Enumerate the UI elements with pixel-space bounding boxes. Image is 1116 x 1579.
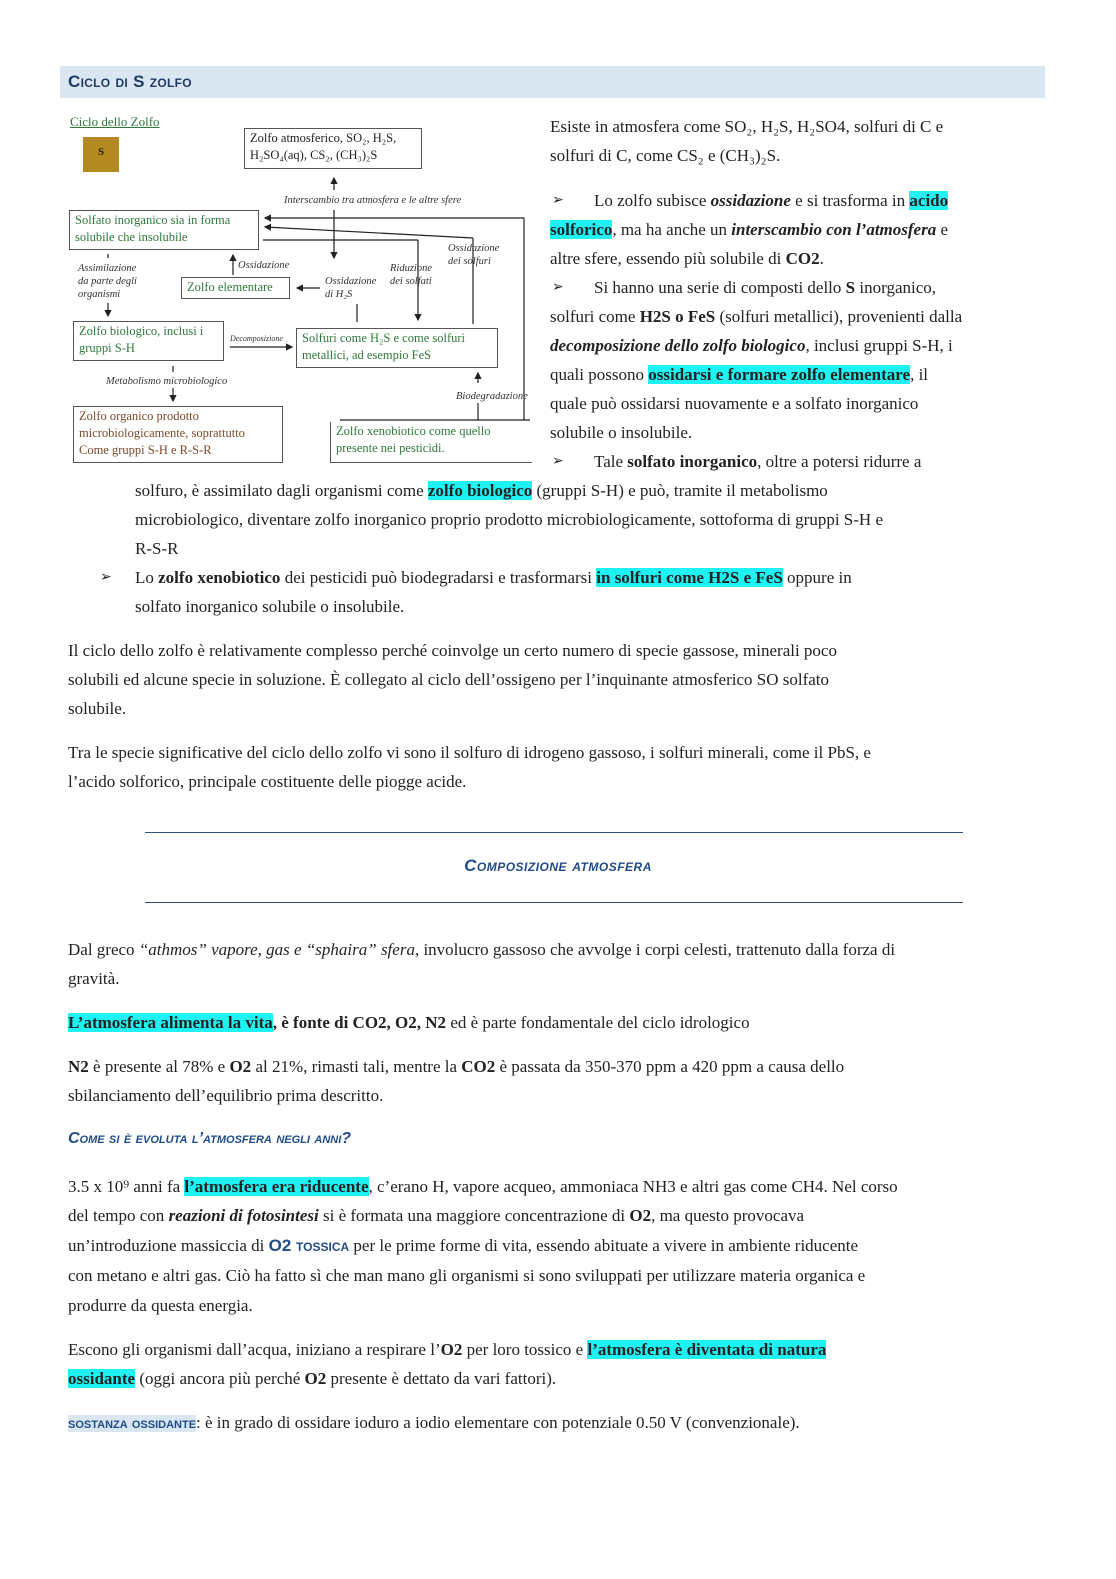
- label-decomposizione: Decomposizione: [230, 334, 283, 343]
- highlighted-text: ossidante: [68, 1369, 136, 1388]
- box-zolfo-xenobiotico: Zolfo xenobiotico come quello presente nei pesticidi.: [330, 422, 532, 463]
- text-segment: quali possono: [550, 365, 649, 384]
- text-segment: R-S-R: [135, 539, 179, 558]
- text-segment: zolfo xenobiotico: [158, 568, 281, 587]
- text-segment: , il: [910, 365, 929, 384]
- text-segment: O2: [629, 1206, 652, 1225]
- text-segment: produrre da questa energia.: [68, 1296, 253, 1315]
- text-line-p3b: [68, 767, 466, 796]
- text-line-p7e: [68, 1291, 253, 1320]
- text-line-b2a: [594, 273, 936, 302]
- text-segment: interscambio con l’atmosfera: [731, 220, 937, 239]
- text-segment: ed è parte fondamentale del ciclo idrologico: [446, 1013, 750, 1032]
- text-segment: , involucro gassoso che avvolge i corpi celesti, trattenuto dalla forza di: [414, 940, 896, 959]
- text-line-p2c: [68, 694, 126, 723]
- text-segment: con metano e altri gas. Ciò ha fatto sì che man mano gli organismi si sono sviluppati per utilizzare materia organica e: [68, 1266, 866, 1285]
- text-segment: solfato inorganico solubile o insolubile.: [135, 597, 405, 616]
- text-line-p8b: [68, 1364, 556, 1393]
- text-line-p1: [550, 112, 943, 141]
- text-segment: (solfuri metallici), provenienti dalla: [715, 307, 963, 326]
- text-segment: (gruppi S-H) e può, tramite il metabolismo: [532, 481, 828, 500]
- text-segment: , oltre a potersi ridurre a: [757, 452, 922, 471]
- text-line-p6a: [68, 1052, 844, 1081]
- text-line-b2f: [550, 418, 692, 447]
- section-header-band: [60, 66, 1045, 98]
- text-segment: l’acido solforico, principale costituente delle piogge acide.: [68, 772, 467, 791]
- text-segment: quale può ossidarsi nuovamente e a solfato inorganico: [550, 394, 919, 413]
- text-line-p7d: [68, 1261, 865, 1290]
- text-line-b1b: [550, 215, 948, 244]
- text-line-p2a: [68, 636, 837, 665]
- text-segment: ossidazione: [710, 191, 791, 210]
- text-segment: .: [819, 249, 824, 268]
- text-line-p4b: [68, 964, 119, 993]
- section-heading: Come si è evoluta l’atmosfera negli anni?: [68, 1130, 352, 1147]
- text-segment: inorganico,: [855, 278, 937, 297]
- text-segment: solubile o insolubile.: [550, 423, 693, 442]
- sulfur-cycle-diagram: [60, 100, 540, 470]
- text-segment: N2: [68, 1057, 89, 1076]
- text-segment: Il ciclo dello zolfo è relativamente complesso perché coinvolge un certo numero di specie gassose, minerali poco: [68, 641, 837, 660]
- section-title: Ciclo di S zolfo: [68, 72, 192, 91]
- text-segment: e: [936, 220, 949, 239]
- text-segment: un’introduzione massiccia di: [68, 1236, 269, 1255]
- text-segment: Tale: [594, 452, 628, 471]
- text-segment: , ma questo provocava: [651, 1206, 805, 1225]
- highlighted-text: L’atmosfera alimenta la vita: [68, 1013, 273, 1032]
- highlighted-text: acido: [909, 191, 949, 210]
- label-ossidazione-solfuri: Ossidazione dei solfuri: [448, 243, 500, 267]
- text-segment: Si hanno una serie di composti dello: [594, 278, 846, 297]
- label-ossidazione-h2s: Ossidazione di H₂S: [325, 276, 377, 300]
- box-solfato-inorganico: Solfato inorganico sia in forma solubile che insolubile: [69, 210, 259, 250]
- text-segment: reazioni di fotosintesi: [168, 1206, 319, 1225]
- text-segment: solfuro, è assimilato dagli organismi come: [135, 481, 428, 500]
- text-segment: ,: [752, 117, 761, 136]
- text-line-p7c: [68, 1231, 858, 1260]
- text-segment: CO2: [785, 249, 820, 268]
- label-biodegradazione: Biodegradazione: [456, 391, 528, 402]
- text-segment: Lo zolfo subisce: [594, 191, 711, 210]
- text-segment: H2S o FeS: [639, 307, 716, 326]
- text-line-b2b: [550, 302, 962, 331]
- label-interscambio: Interscambio tra atmosfera e le altre sfere: [284, 195, 462, 206]
- text-segment: decomposizione dello zolfo biologico: [550, 336, 806, 355]
- text-segment: solubile.: [68, 699, 127, 718]
- bullet-arrow-icon: ➢: [552, 453, 564, 469]
- text-line-b3d: [135, 534, 178, 563]
- text-segment: microbiologico, diventare zolfo inorganico proprio prodotto microbiologicamente, sottoforma di gruppi S-H e: [135, 510, 883, 529]
- text-segment: Esiste in atmosfera come: [550, 117, 725, 136]
- text-segment: al 21%, rimasti tali, mentre la: [251, 1057, 462, 1076]
- sulfur-element-icon: S: [83, 137, 119, 172]
- text-segment: CO2: [461, 1057, 496, 1076]
- text-line-p7a: [68, 1172, 898, 1201]
- text-segment: S: [845, 278, 856, 297]
- text-line-b4b: [135, 592, 404, 621]
- text-segment: O2 tossica: [268, 1236, 350, 1255]
- text-segment: Dal greco: [68, 940, 139, 959]
- text-line-b2e: [550, 389, 918, 418]
- text-segment: presente è dettato da vari fattori).: [326, 1369, 557, 1388]
- text-segment: è presente al 78% e: [88, 1057, 230, 1076]
- text-segment: sostanza ossidante: [68, 1415, 197, 1432]
- label-riduzione-solfati: Riduzione dei solfati: [390, 263, 432, 287]
- highlighted-text: in solfuri come H2S e FeS: [596, 568, 783, 587]
- text-segment: SO₂: [724, 117, 753, 136]
- text-line-b1c: [550, 244, 824, 273]
- text-segment: dei pesticidi può biodegradarsi e trasformarsi: [280, 568, 597, 587]
- text-segment: H₂S: [760, 117, 789, 136]
- text-segment: , solfuri di C e: [845, 117, 944, 136]
- bullet-arrow-icon: ➢: [100, 569, 112, 585]
- box-zolfo-biologico: Zolfo biologico, inclusi i gruppi S-H: [73, 321, 224, 361]
- text-segment: , è fonte di CO2, O2, N2: [272, 1013, 447, 1032]
- text-segment: e si trasforma in: [790, 191, 910, 210]
- text-segment: : è in grado di ossidare ioduro a iodio elementare con potenziale 0.50 V (convenzionale).: [196, 1413, 800, 1432]
- text-segment: 3.5 x 10⁹ anni fa: [68, 1177, 185, 1196]
- label-metabolismo: Metabolismo microbiologico: [106, 376, 228, 387]
- bullet-arrow-icon: ➢: [552, 279, 564, 295]
- text-segment: si è formata una maggiore concentrazione di: [318, 1206, 630, 1225]
- text-line-b3c: [135, 505, 883, 534]
- text-segment: sbilanciamento dell’equilibrio prima descritto.: [68, 1086, 384, 1105]
- text-segment: per loro tossico e: [462, 1340, 588, 1359]
- label-assimilazione: Assimilazione da parte degli organismi: [78, 263, 137, 300]
- text-segment: , inclusi gruppi S-H, i: [805, 336, 953, 355]
- text-line-p2b: [68, 665, 829, 694]
- text-segment: ,: [788, 117, 798, 136]
- text-segment: (oggi ancora più perché: [135, 1369, 305, 1388]
- text-segment: solfuri di C, come CS₂ e (CH₃)₂S.: [550, 146, 781, 165]
- text-segment: è passata da 350-370 ppm a 420 ppm a causa dello: [495, 1057, 845, 1076]
- text-line-p7b: [68, 1201, 804, 1230]
- text-line-p5: [68, 1008, 750, 1037]
- text-line-b3b: [135, 476, 828, 505]
- diagram-title: Ciclo dello Zolfo: [70, 114, 160, 129]
- text-segment: , ma ha anche un: [612, 220, 732, 239]
- text-line-b3a: [594, 447, 921, 476]
- highlighted-text: l’atmosfera è diventata di natura: [587, 1340, 827, 1359]
- box-solfuri: Solfuri come H₂S e come solfuri metallici, ad esempio FeS: [296, 328, 498, 368]
- divider: [145, 902, 963, 903]
- text-segment: Tra le specie significative del ciclo dello zolfo vi sono il solfuro di idrogeno gassoso, i solfuri minerali, come il PbS, e: [68, 743, 871, 762]
- text-segment: “athmos” vapore, gas e “sphaira” sfera: [138, 940, 415, 959]
- text-segment: O2: [229, 1057, 252, 1076]
- text-line-p6b: [68, 1081, 383, 1110]
- text-segment: Lo: [135, 568, 159, 587]
- text-segment: del tempo con: [68, 1206, 169, 1225]
- box-zolfo-elementare: Zolfo elementare: [181, 277, 290, 299]
- text-segment: altre sfere, essendo più solubile di: [550, 249, 786, 268]
- text-line-p8a: [68, 1335, 826, 1364]
- divider: [145, 832, 963, 833]
- text-line-b2c: [550, 331, 953, 360]
- text-line-p1b: [550, 141, 780, 170]
- text-segment: , c’erano H, vapore acqueo, ammoniaca NH3 e altri gas come CH4. Nel corso: [368, 1177, 898, 1196]
- box-zolfo-organico: Zolfo organico prodotto microbiologicamente, soprattutto Come gruppi S-H e R-S-R: [73, 406, 283, 463]
- text-segment: per le prime forme di vita, essendo abituate a vivere in ambiente riducente: [349, 1236, 859, 1255]
- text-segment: solfato inorganico: [627, 452, 758, 471]
- highlighted-text: l’atmosfera era riducente: [184, 1177, 369, 1196]
- text-segment: solfuri come: [550, 307, 640, 326]
- text-segment: O2: [440, 1340, 463, 1359]
- text-line-b4a: [135, 563, 852, 592]
- text-segment: Escono gli organismi dall’acqua, iniziano a respirare l’: [68, 1340, 441, 1359]
- highlighted-text: zolfo biologico: [427, 481, 533, 500]
- text-segment: H₂SO4: [797, 117, 846, 136]
- text-segment: gravità.: [68, 969, 120, 988]
- text-line-p9: [68, 1408, 800, 1438]
- label-ossidazione: Ossidazione: [238, 260, 290, 271]
- bullet-arrow-icon: ➢: [552, 192, 564, 208]
- box-zolfo-atmosferico: Zolfo atmosferico, SO₂, H₂S, H₂SO₄(aq), CS₂, (CH₃)₂S: [244, 128, 422, 169]
- section-subtitle: Composizione atmosfera: [464, 856, 652, 875]
- text-line-b2d: [550, 360, 928, 389]
- text-segment: oppure in: [782, 568, 852, 587]
- text-line-p4a: [68, 935, 895, 964]
- text-line-p3a: [68, 738, 871, 767]
- text-segment: O2: [304, 1369, 327, 1388]
- text-segment: solubili ed alcune specie in soluzione. È collegato al ciclo dell’ossigeno per l’inquinante atmosferico SO solfato: [68, 670, 830, 689]
- text-line-b1a: [594, 186, 948, 215]
- highlighted-text: ossidarsi e formare zolfo elementare: [648, 365, 911, 384]
- highlighted-text: solforico: [550, 220, 613, 239]
